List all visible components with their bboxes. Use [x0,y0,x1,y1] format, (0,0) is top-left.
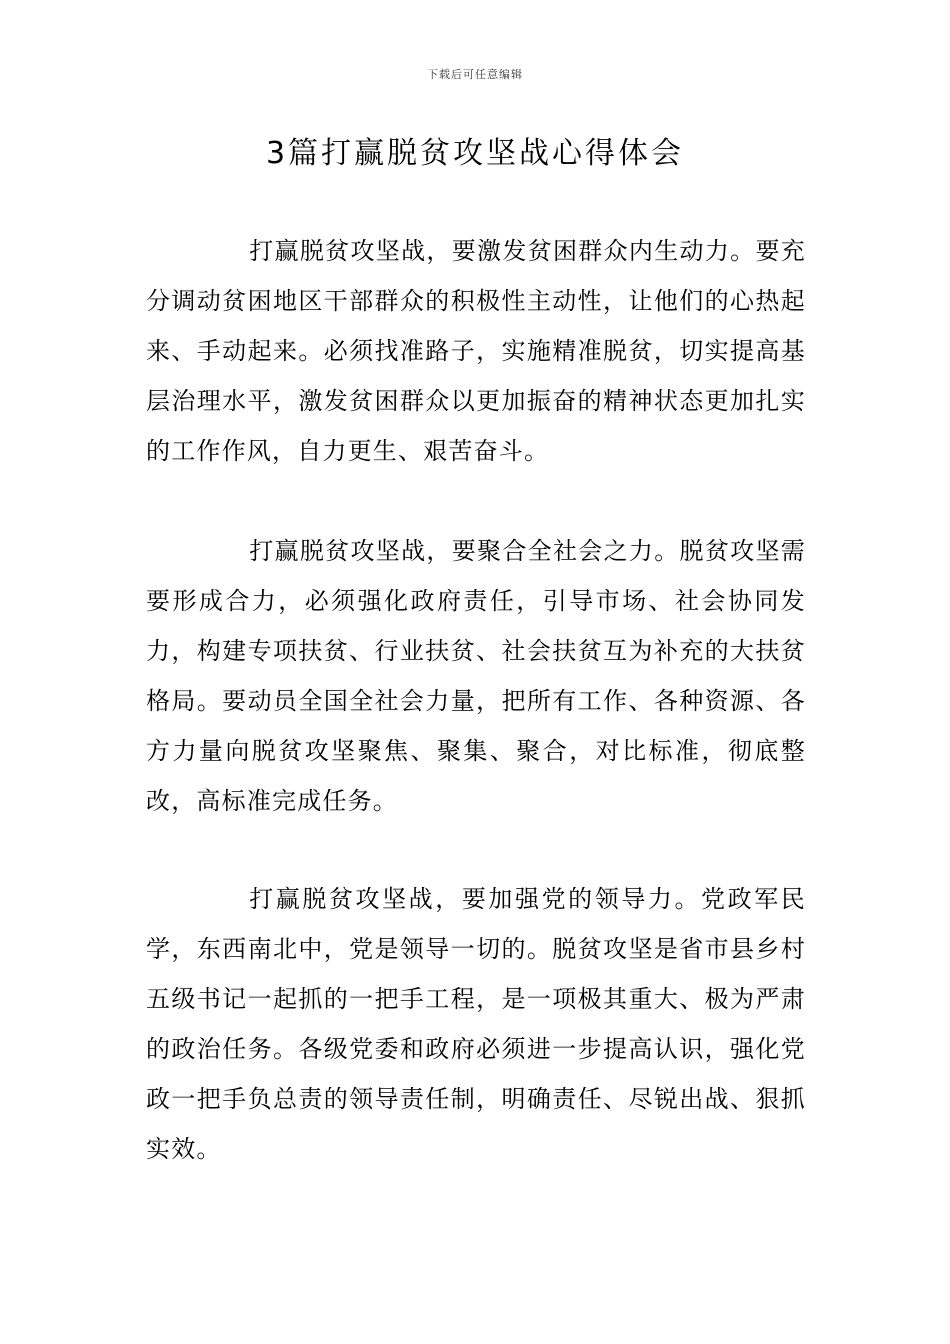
page-title: 3篇打赢脱贫攻坚战心得体会 [265,136,685,171]
paragraph-1: 打赢脱贫攻坚战，要激发贫困群众内生动力。要充分调动贫困地区干部群众的积极性主动性，让他们的心热起来、手动起来。必须找准路子，实施精准脱贫，切实提高基层治理水平，激发贫困群众以更加振奋的精神状态更加扎实的工作作风，自力更生、艰苦奋斗。 [146,237,806,465]
header-note: 下载后可任意编辑 [427,68,523,81]
paragraph-3: 打赢脱贫攻坚战，要加强党的领导力。党政军民学，东西南北中，党是领导一切的。脱贫攻坚是省市县乡村五级书记一起抓的一把手工程，是一项极其重大、极为严肃的政治任务。各级党委和政府必须进一步提高认识，强化党政一把手负总责的领导责任制，明确责任、尽锐出战、狠抓实效。 [146,885,806,1163]
paragraph-2: 打赢脱贫攻坚战，要聚合全社会之力。脱贫攻坚需要形成合力，必须强化政府责任，引导市场、社会协同发力，构建专项扶贫、行业扶贫、社会扶贫互为补充的大扶贫格局。要动员全国全社会力量，把所有工作、各种资源、各方力量向脱贫攻坚聚焦、聚集、聚合，对比标准，彻底整改，高标准完成任务。 [146,537,806,815]
